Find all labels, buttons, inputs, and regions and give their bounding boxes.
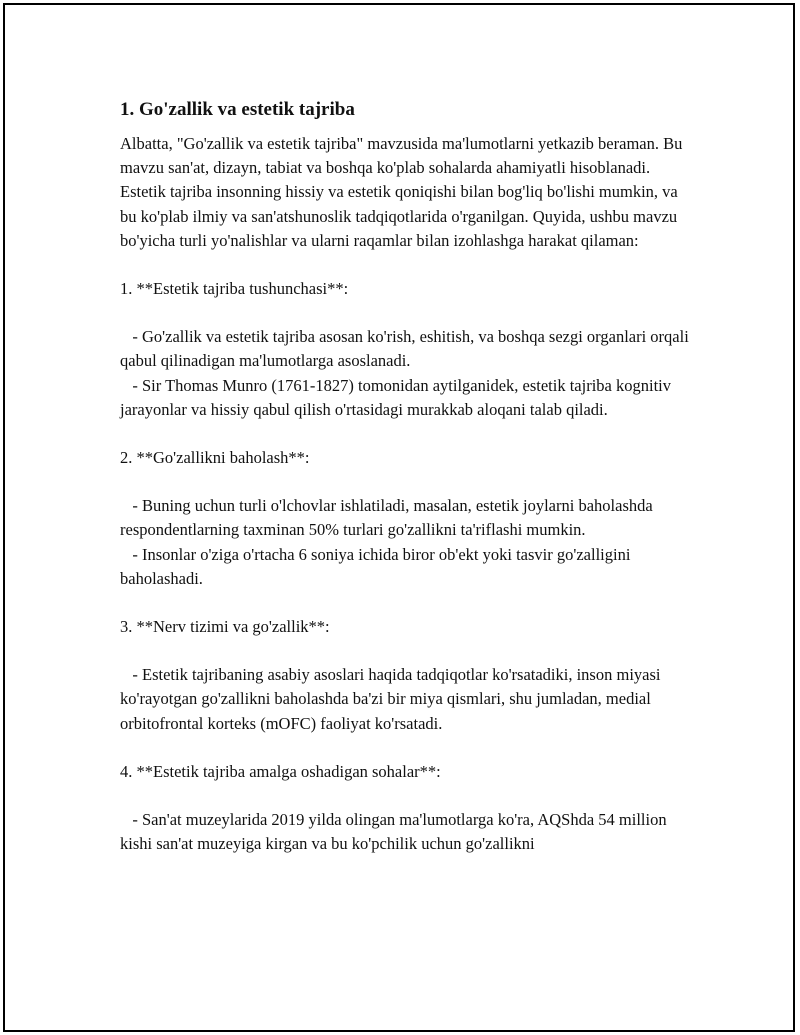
section-body-2: - Buning uchun turli o'lchovlar ishlatiladi, masalan, estetik joylarni baholashda respondentlarning taxminan 50% turlari go'zallikni ta'riflashi mumkin. - Insonlar o'ziga o'rtacha 6 soniya ichida biror ob'ekt yoki tasvir go'zalligini baholashadi.	[120, 496, 653, 588]
section-heading-2: 2. **Go'zallikni baholash**:	[120, 448, 310, 468]
document-title: 1. Go'zallik va estetik tajriba	[120, 99, 355, 120]
section-body-3: - Estetik tajribaning asabiy asoslari haqida tadqiqotlar ko'rsatadiki, inson miyasi ko'rayotgan go'zallikni baholashda ba'zi bir miya qismlari, shu jumladan, medial orbitofrontal korteks (mOFC) faoliyat ko'rsatadi.	[120, 665, 665, 733]
section-body-4: - San'at muzeylarida 2019 yilda olingan ma'lumotlarga ko'ra, AQShda 54 million kishi san'at muzeyiga kirgan va bu ko'pchilik uchun go'zallikni	[120, 810, 671, 854]
section-body-1: - Go'zallik va estetik tajriba asosan ko'rish, eshitish, va boshqa sezgi organlari orqali qabul qilinadigan ma'lumotlarga asoslanadi. - Sir Thomas Munro (1761-1827) tomonidan aytilganidek, estetik tajriba kognitiv jarayonlar va hissiy qabul qilish o'rtasidagi murakkab aloqani talab qiladi.	[120, 327, 689, 419]
document-page	[3, 3, 795, 1032]
section-heading-3: 3. **Nerv tizimi va go'zallik**:	[120, 617, 330, 637]
intro-paragraph: Albatta, "Go'zallik va estetik tajriba" mavzusida ma'lumotlarni yetkazib beraman. Bu mavzu san'at, dizayn, tabiat va boshqa ko'plab sohalarda ahamiyatli hisoblanadi. Estetik tajriba insonning hissiy va estetik qoniqishi bilan bog'liq bo'lishi mumkin, va bu ko'plab ilmiy va san'atshunoslik tadqiqotlarida o'rganilgan. Quyida, ushbu mavzu bo'yicha turli yo'nalishlar va ularni raqamlar bilan izohlashga harakat qilaman:	[120, 134, 687, 250]
document-body	[120, 97, 690, 856]
section-heading-4: 4. **Estetik tajriba amalga oshadigan sohalar**:	[120, 761, 441, 781]
section-heading-1: 1. **Estetik tajriba tushunchasi**:	[120, 279, 349, 299]
